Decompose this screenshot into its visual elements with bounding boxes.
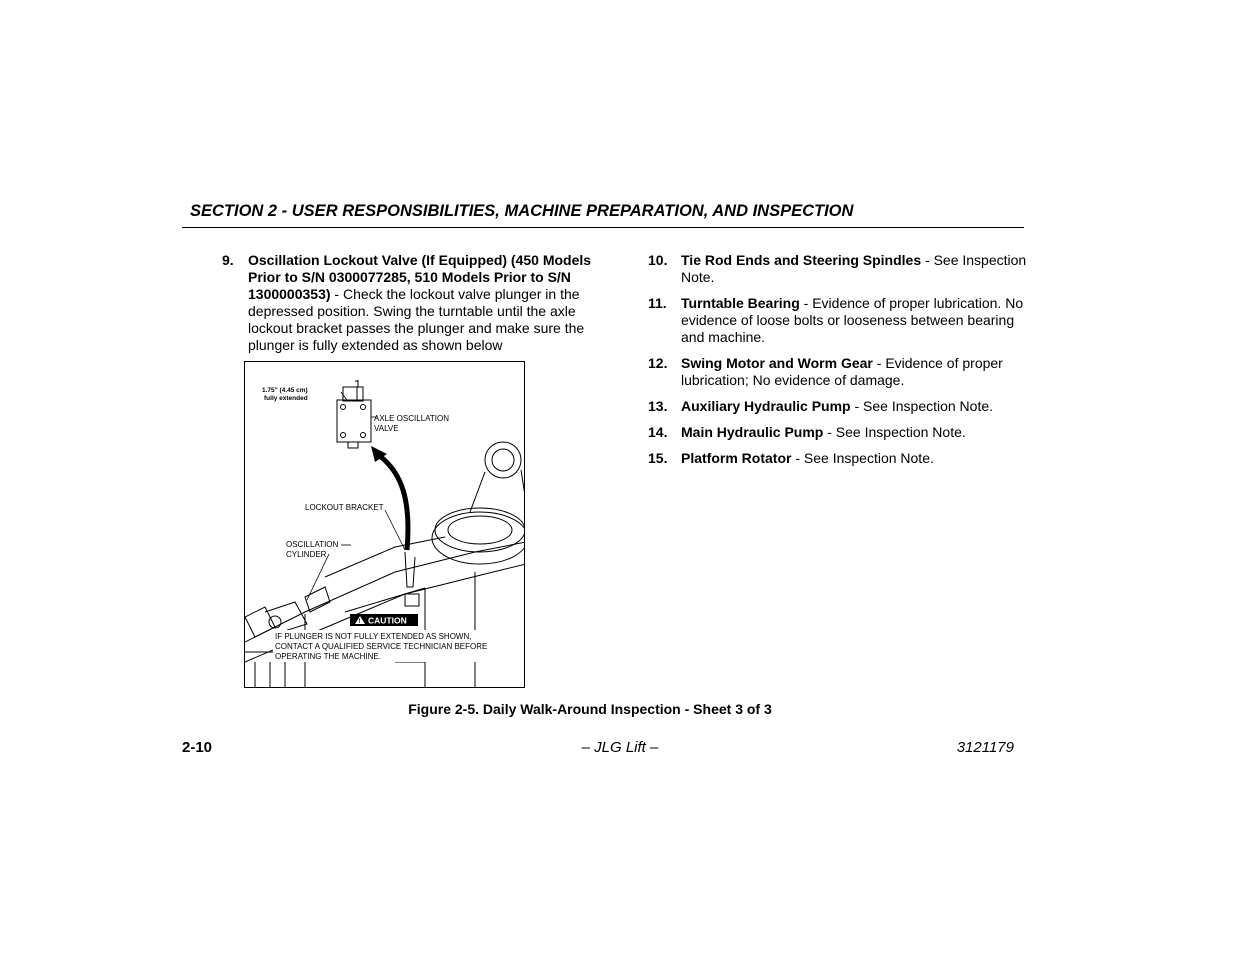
caution-label: CAUTION	[368, 615, 407, 626]
header-rule	[182, 227, 1024, 228]
item-term: Oscillation Lockout Valve (If Equipped) (450 Models Prior to S/N 0300077285, 510 Models Prior to S/N 1300000353)	[248, 252, 592, 302]
item-text: - See Inspection Note.	[823, 424, 966, 440]
list-item	[648, 252, 1028, 286]
item-body	[681, 450, 1028, 467]
item-number: 10.	[648, 252, 668, 268]
item-number: 11.	[648, 295, 667, 311]
item-body	[681, 252, 1028, 286]
figure-illustration	[244, 361, 525, 688]
item-text: - Evidence of proper lubrication. No evidence of loose bolts or looseness between bearing and machine.	[681, 295, 1024, 345]
item-text: - See Inspection Note.	[681, 252, 1027, 285]
item-term: Turntable Bearing	[681, 295, 800, 311]
item-term: Swing Motor and Worm Gear	[681, 355, 873, 371]
left-column	[222, 252, 594, 363]
item-body	[681, 424, 1028, 441]
list-item	[222, 252, 594, 354]
item-body	[681, 398, 1028, 415]
label-axle-valve-2: VALVE	[374, 424, 399, 433]
doc-number: 3121179	[956, 739, 1014, 756]
item-number: 15.	[648, 450, 668, 466]
list-item	[648, 355, 1028, 389]
item-term: Auxiliary Hydraulic Pump	[681, 398, 851, 414]
label-osc-cylinder-1: OSCILLATION	[286, 540, 339, 549]
item-text: - Check the lockout valve plunger in the depressed position. Swing the turntable until the axle lockout bracket passes the plunger and make sure the plunger is fully extended as shown below	[248, 286, 585, 353]
item-text: - Evidence of proper lubrication; No evidence of damage.	[681, 355, 1003, 388]
label-axle-valve-1: AXLE OSCILLATION	[374, 414, 449, 423]
warning-line-3: OPERATING THE MACHINE.	[275, 652, 381, 661]
item-body	[681, 295, 1028, 346]
figure-caption: Figure 2-5. Daily Walk-Around Inspection - Sheet 3 of 3	[408, 701, 772, 717]
list-item	[648, 295, 1028, 346]
item-text: - See Inspection Note.	[791, 450, 934, 466]
label-measurement-sub: fully extended	[264, 395, 308, 402]
right-column	[648, 252, 1028, 476]
label-lockout-bracket: LOCKOUT BRACKET	[305, 503, 384, 512]
item-term: Main Hydraulic Pump	[681, 424, 824, 440]
item-body	[248, 252, 594, 354]
label-measurement: 1.75" (4.45 cm)	[262, 387, 308, 394]
axle-oscillation-valve-drawing	[337, 380, 371, 448]
item-number: 12.	[648, 355, 668, 371]
page-number: 2-10	[182, 739, 213, 756]
section-title: SECTION 2 - USER RESPONSIBILITIES, MACHINE PREPARATION, AND INSPECTION	[190, 202, 854, 220]
item-number: 9.	[222, 252, 234, 268]
footer-center: – JLG Lift –	[581, 739, 659, 756]
list-item	[648, 398, 1028, 415]
warning-line-2: CONTACT A QUALIFIED SERVICE TECHNICIAN BEFORE	[275, 642, 488, 651]
svg-text:!: !	[358, 619, 361, 625]
item-term: Tie Rod Ends and Steering Spindles	[681, 252, 922, 268]
item-body	[681, 355, 1028, 389]
item-text: - See Inspection Note.	[850, 398, 994, 414]
warning-line-1: IF PLUNGER IS NOT FULLY EXTENDED AS SHOWN,	[275, 632, 472, 641]
list-item	[648, 424, 1028, 441]
item-number: 13.	[648, 398, 668, 414]
list-item	[648, 450, 1028, 467]
label-osc-cylinder-2: CYLINDER	[286, 550, 327, 559]
item-number: 14.	[648, 424, 668, 440]
item-term: Platform Rotator	[681, 450, 792, 466]
